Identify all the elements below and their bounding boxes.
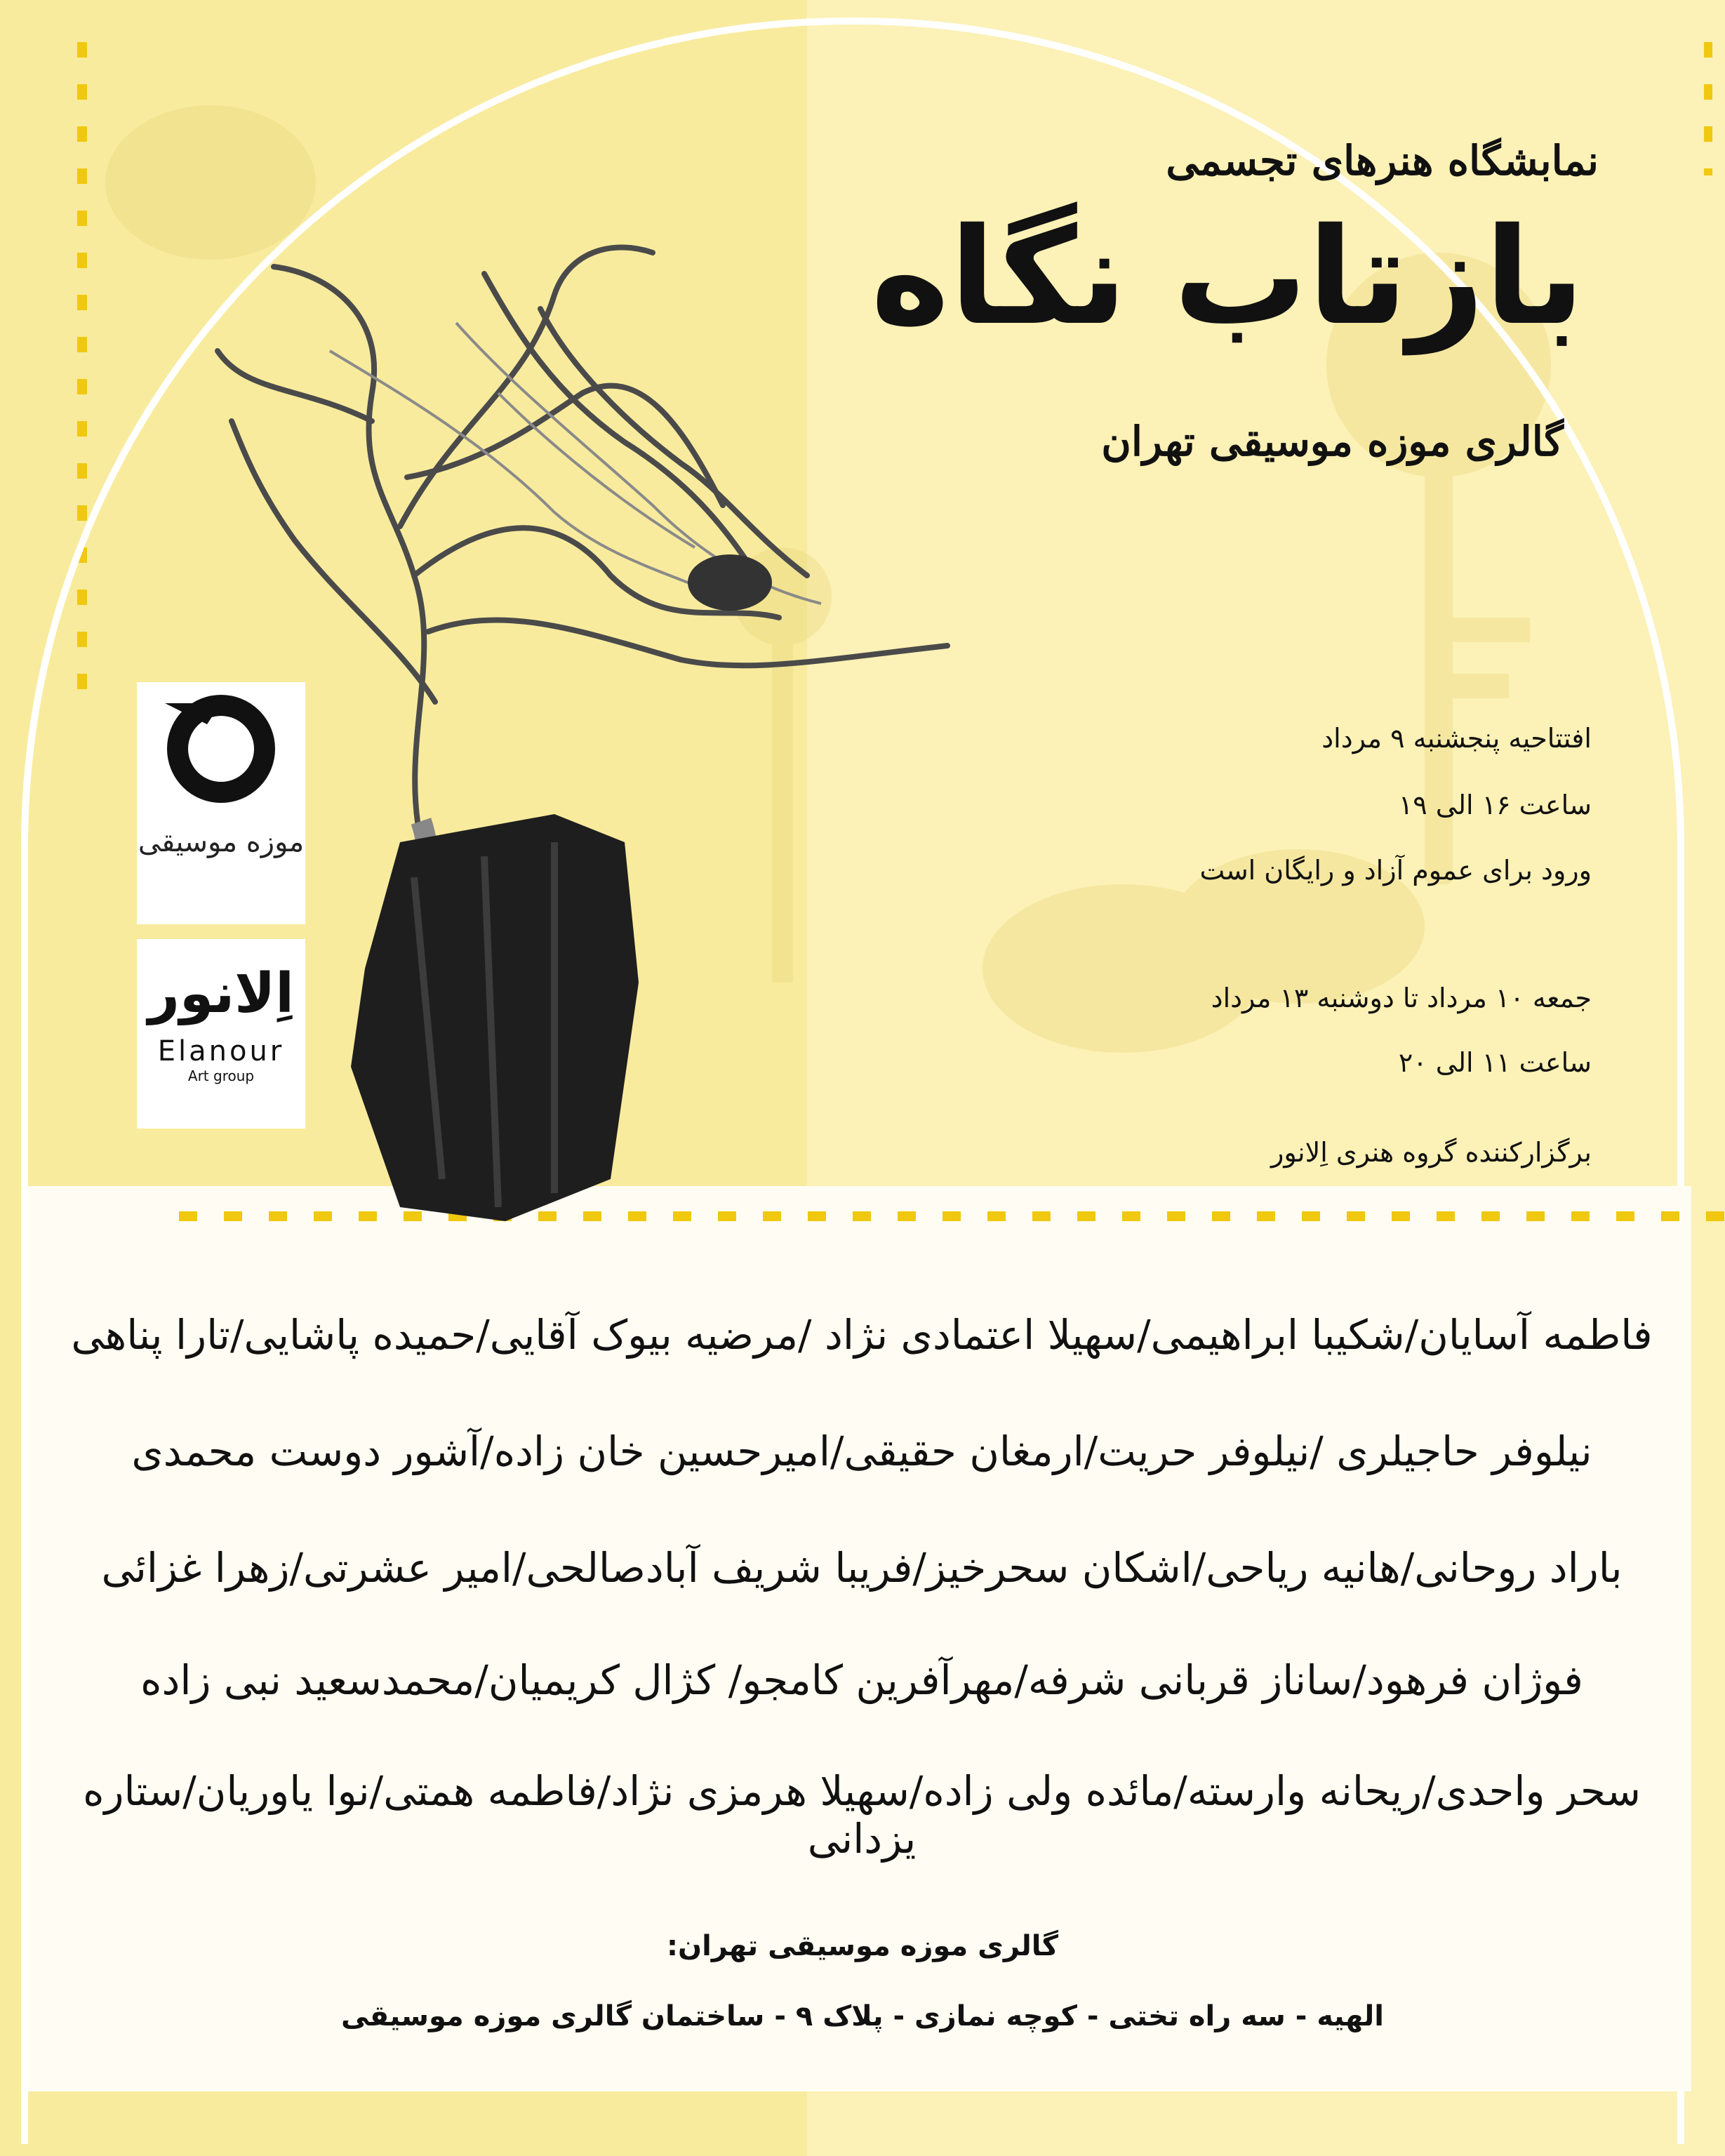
museum-logo xyxy=(137,682,305,924)
artist-list-line: سحر واحدی/ریحانه وارسته/مائده ولی زاده/سهیلا هرمزی نژاد/فاطمه همتی/نوا یاوریان/ستاره یزدانی xyxy=(83,1767,1641,1863)
info-line: جمعه ۱۰ مرداد تا دوشنبه ۱۳ مرداد xyxy=(1211,983,1592,1013)
artist-list-line: فاطمه آسایان/شکیبا ابراهیمی/سهیلا اعتمادی نژاد /مرضیه بیوک آقایی/حمیده پاشایی/تارا پناهی xyxy=(71,1311,1653,1359)
address-heading: گالری موزه موسیقی تهران: xyxy=(666,1930,1059,1962)
info-line: ساعت ۱۱ الی ۲۰ xyxy=(1398,1047,1592,1078)
venue-name: گالری موزه موسیقی تهران xyxy=(1101,418,1564,465)
exhibition-title: بازتاب نگاه xyxy=(870,199,1585,354)
artist-list-line: باراد روحانی/هانیه ریاحی/اشکان سحرخیز/فریبا شریف آبادصالحی/امیر عشرتی/زهرا غزائی xyxy=(101,1544,1623,1592)
museum-logo-text: موزه موسیقی xyxy=(138,826,305,858)
artist-list-line: نیلوفر حاجیلری /نیلوفر حریت/ارمغان حقیقی/امیرحسین خان زاده/آشور دوست محمدی xyxy=(131,1428,1592,1475)
elanour-logo xyxy=(137,939,305,1129)
organizer-line: برگزارکننده گروه هنری اِلانور xyxy=(1271,1137,1592,1168)
museum-logo-icon xyxy=(137,682,305,823)
info-line: ورود برای عموم آزاد و رایگان است xyxy=(1199,855,1592,886)
wire-tree-sculpture xyxy=(189,211,975,1221)
elanour-logo-sub: Art group xyxy=(187,1067,255,1084)
elanour-logo-en: Elanour xyxy=(157,1035,285,1067)
elanour-logo-fa: اِلانور xyxy=(148,962,294,1025)
address-text: الهیه - سه راه تختی - کوچه نمازی - پلاک ۹ - ساختمان گالری موزه موسیقی xyxy=(341,2000,1384,2032)
exhibition-subtitle: نمابشگاه هنرهای تجسمی xyxy=(1166,137,1599,185)
info-line: ساعت ۱۶ الی ۱۹ xyxy=(1398,790,1592,820)
info-line: افتتاحیه پنجشنبه ۹ مرداد xyxy=(1321,723,1592,754)
artist-list-line: فوژان فرهود/ساناز قربانی شرفه/مهرآفرین کامجو/ کژال کریمیان/محمدسعید نبی زاده xyxy=(140,1656,1583,1704)
dotted-line-right xyxy=(1704,42,1712,175)
